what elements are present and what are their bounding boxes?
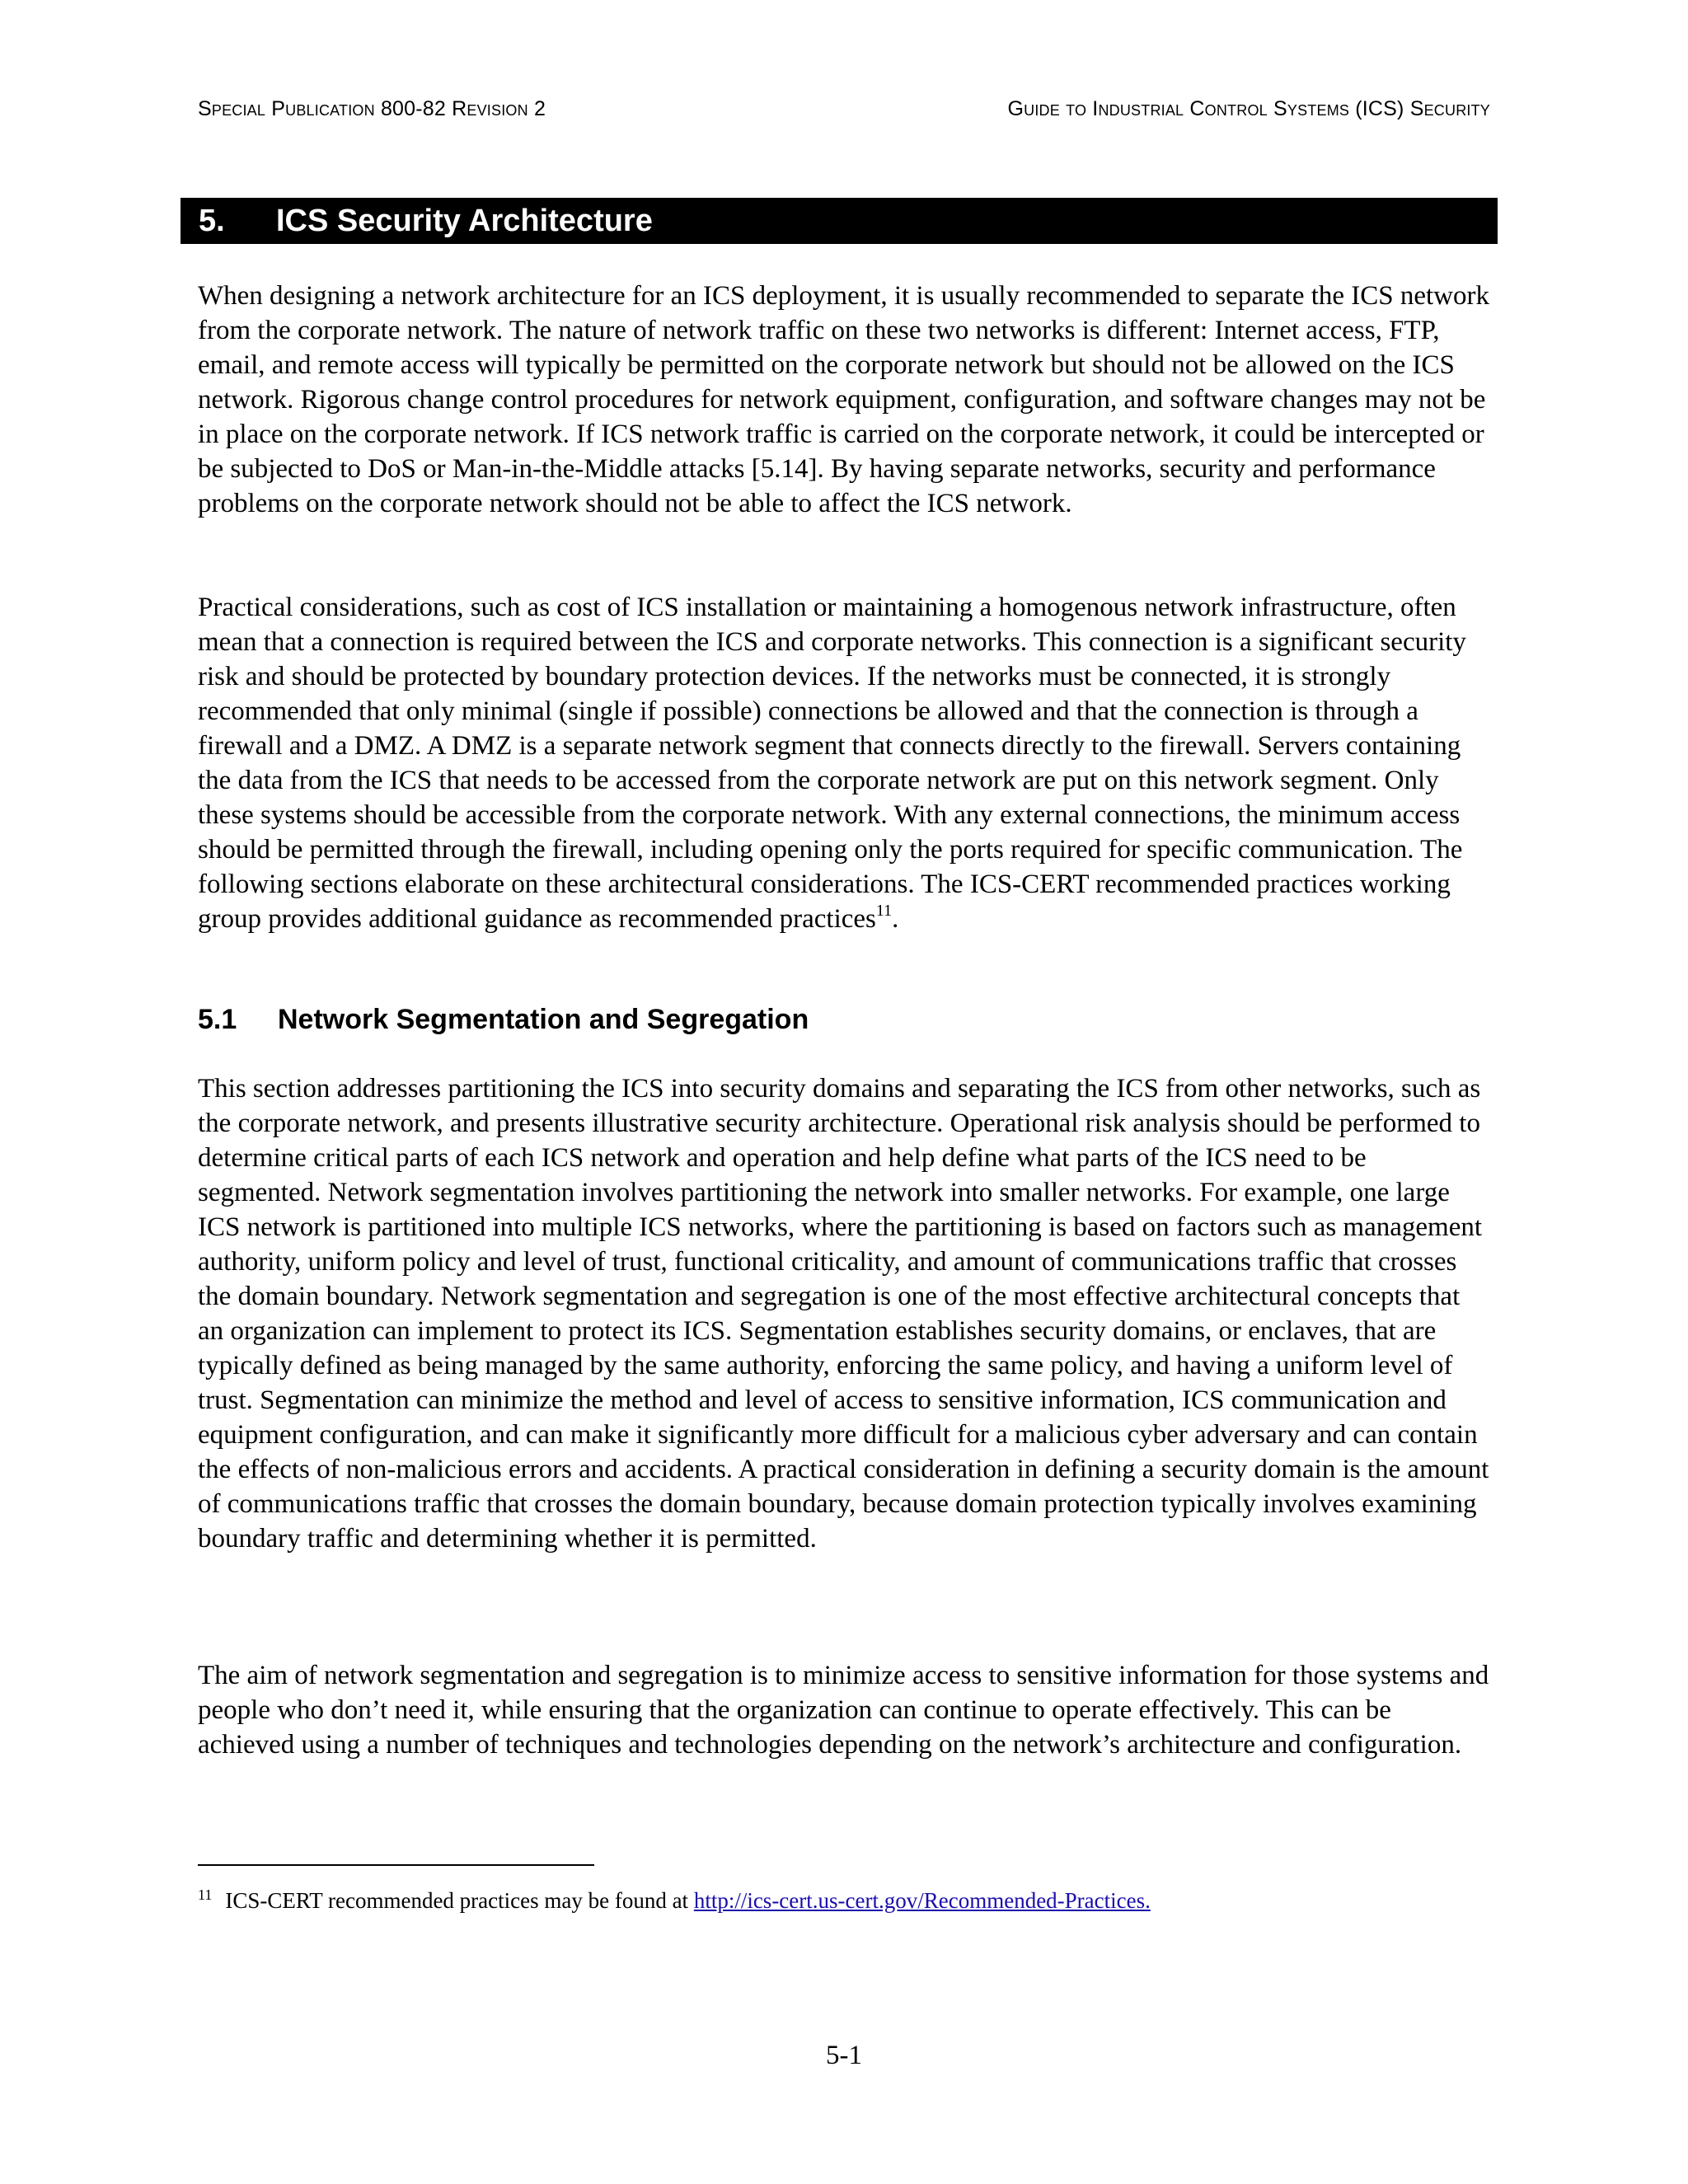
body-paragraph [198, 590, 1492, 936]
header-publication: Special Publication 800-82 Revision 2 [198, 97, 546, 120]
page-number: 5-1 [826, 2041, 862, 2070]
section-title: Network Segmentation and Segregation [278, 1004, 809, 1035]
chapter-title: ICS Security Architecture [276, 204, 653, 238]
paragraph-text: Practical considerations, such as cost of ICS installation or maintaining a homogenous network infrastructure, often mean that a connection is required between the ICS and corporate networks. This connection is a significant security risk and should be protected by boundary protection devices. If the networks must be connected, it is strongly recommended that only minimal (single if possible) connections be allowed and that the connection is through a firewall and a DMZ. A DMZ is a separate network segment that connects directly to the firewall. Servers containing the data from the ICS that needs to be accessed from the corporate network are put on this network segment. Only these systems should be accessible from the corporate network. With any external connections, the minimum access should be permitted through the firewall, including opening only the ports required for specific communication. The following sections elaborate on these architectural considerations. The ICS-CERT recommended practices working group provides additional guidance as recommended practices [198, 593, 1466, 934]
body-paragraph: The aim of network segmentation and segregation is to minimize access to sensitive information for those systems and people who don’t need it, while ensuring that the organization can continue to operate effectively. This can be achieved using a number of techniques and technologies depending on the network’s architecture and configuration. [198, 1661, 1489, 1760]
footnote-divider [198, 1864, 594, 1866]
section-number: 5.1 [198, 1004, 237, 1035]
footnote-reference[interactable]: 11 [875, 902, 893, 920]
paragraph-end: . [892, 904, 899, 934]
footnote [198, 1881, 1492, 1915]
chapter-number: 5. [199, 204, 225, 238]
running-header [198, 97, 1490, 121]
footnote-text: ICS-CERT recommended practices may be found at [225, 1888, 694, 1913]
body-paragraph: When designing a network architecture for an ICS deployment, it is usually recommended to separate the ICS network from the corporate network. The nature of network traffic on these two networks is different: Internet access, FTP, email, and remote access will typically be permitted on the corporate network but should not be allowed on the ICS network. Rigorous change control procedures for network equipment, configuration, and software changes may not be in place on the corporate network. If ICS network traffic is carried on the corporate network, it could be intercepted or be subjected to DoS or Man-in-the-Middle attacks [5.14]. By having separate networks, security and performance problems on the corporate network should not be able to affect the ICS network. [198, 281, 1490, 518]
header-guide-title: Guide to Industrial Control Systems (ICS) Security [1007, 97, 1490, 120]
body-paragraph: This section addresses partitioning the ICS into security domains and separating the ICS from other networks, such as the corporate network, and presents illustrative security architecture. Operational risk analysis should be performed to determine critical parts of each ICS network and operation and help define what parts of the ICS need to be segmented. Network segmentation involves partitioning the network into smaller networks. For example, one large ICS network is partitioned into multiple ICS networks, where the partitioning is based on factors such as management authority, uniform policy and level of trust, functional criticality, and amount of communications traffic that crosses the domain boundary. Network segmentation and segregation is one of the most effective architectural concepts that an organization can implement to protect its ICS. Segmentation establishes security domains, or enclaves, that are typically defined as being managed by the same authority, enforcing the same policy, and having a uniform level of trust. Segmentation can minimize the method and level of access to sensitive information, ICS communication and equipment configuration, and can make it significantly more difficult for a malicious cyber adversary and can contain the effects of non-malicious errors and accidents. A practical consideration in defining a security domain is the amount of communications traffic that crosses the domain boundary, because domain protection typically involves examining boundary traffic and determining whether it is permitted. [198, 1074, 1489, 1554]
footnote-marker: 11 [198, 1886, 213, 1903]
section-heading [198, 1002, 809, 1037]
footnote-link[interactable]: http://ics-cert.us-cert.gov/Recommended-Practices. [693, 1888, 1151, 1913]
chapter-heading [181, 198, 1498, 244]
